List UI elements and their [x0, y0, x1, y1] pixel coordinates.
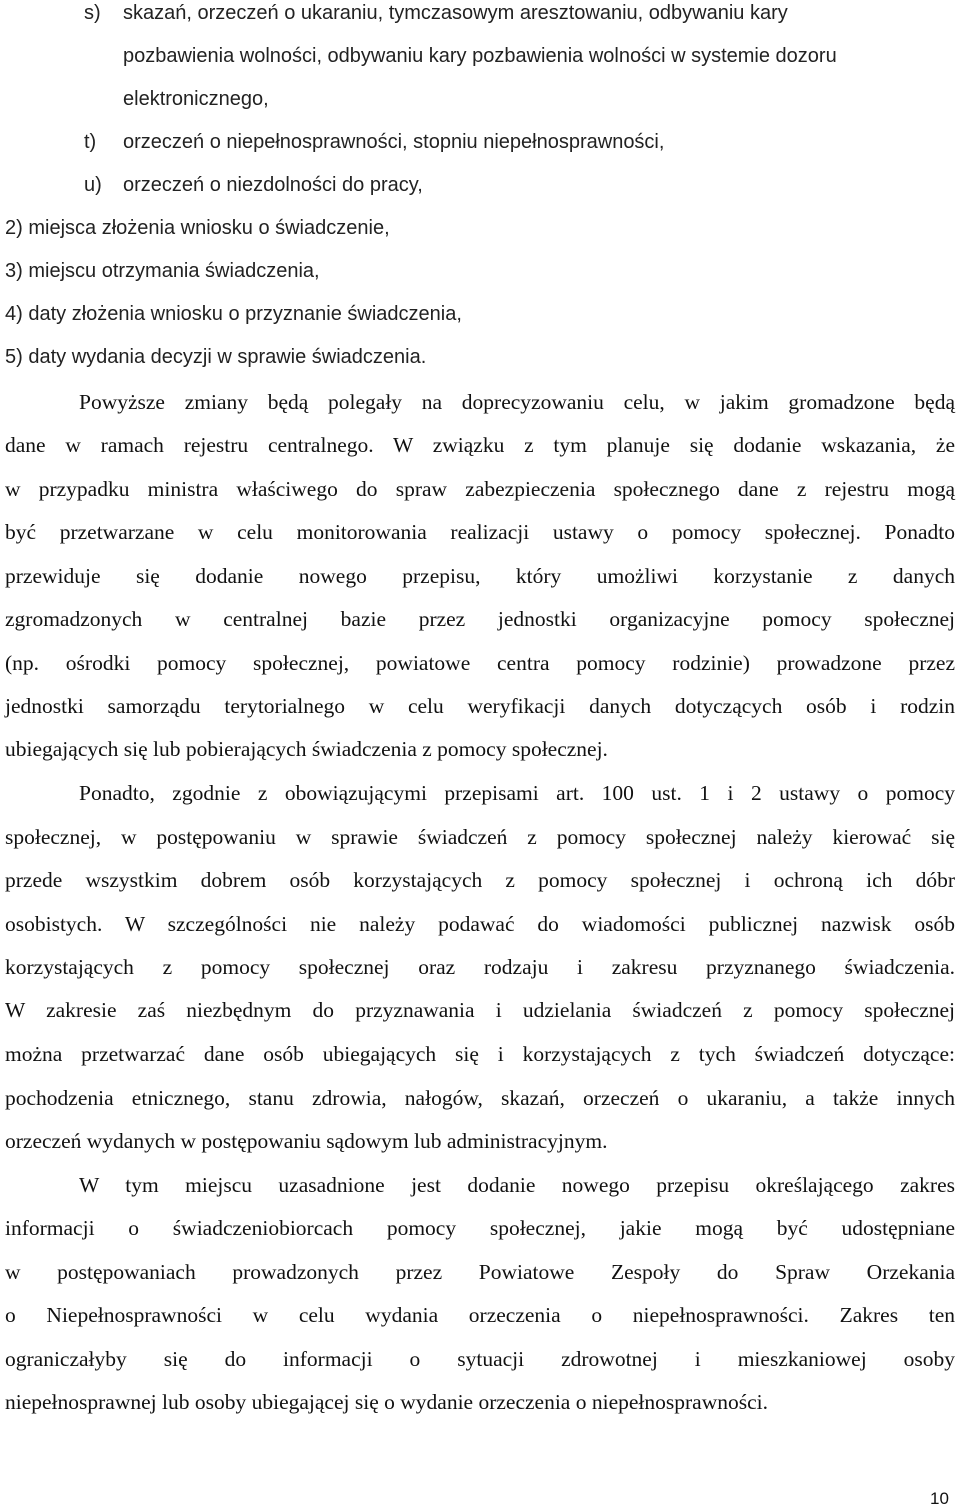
paragraph-1-line: jednostki samorządu terytorialnego w celu weryfikacji danych dotyczących osób i rodzin — [5, 694, 955, 718]
paragraph-2-line: można przetwarzać dane osób ubiegających się i korzystających z tych świadczeń dotyczące: — [5, 1042, 955, 1066]
paragraph-3-line: informacji o świadczeniobiorcach pomocy społecznej, jakie mogą być udostępniane — [5, 1216, 955, 1240]
paragraph-3-line: niepełnosprawnej lub osoby ubiegającej się o wydanie orzeczenia o niepełnosprawności. — [5, 1390, 768, 1414]
paragraph-1-line: przewiduje się dodanie nowego przepisu, który umożliwi korzystanie z danych — [5, 564, 955, 588]
paragraph-1-line: (np. ośrodki pomocy społecznej, powiatowe centra pomocy rodzinie) prowadzone przez — [5, 651, 955, 675]
list-item-s-line: skazań, orzeczeń o ukaraniu, tymczasowym aresztowaniu, odbywaniu kary — [123, 2, 788, 24]
list-item-s-line: pozbawienia wolności, odbywaniu kary pozbawienia wolności w systemie dozoru — [123, 45, 837, 67]
list-item-u-label: u) — [84, 174, 102, 196]
list-item-t-label: t) — [84, 131, 97, 153]
paragraph-1-line: ubiegających się lub pobierających świadczenia z pomocy społecznej. — [5, 737, 608, 761]
paragraph-2-line: społecznej, w postępowaniu w sprawie świadczeń z pomocy społecznej należy kierować się — [5, 825, 955, 849]
paragraph-1-line: zgromadzonych w centralnej bazie przez jednostki organizacyjne pomocy społecznej — [5, 607, 955, 631]
list-item-t-text: orzeczeń o niepełnosprawności, stopniu niepełnosprawności, — [123, 131, 665, 153]
paragraph-2-line: pochodzenia etnicznego, stanu zdrowia, nałogów, skazań, orzeczeń o ukaraniu, a także innych — [5, 1086, 955, 1110]
list-item-s-line: elektronicznego, — [123, 88, 269, 110]
list-item-3: 3) miejscu otrzymania świadczenia, — [5, 260, 320, 282]
paragraph-3-line: W tym miejscu uzasadnione jest dodanie nowego przepisu określającego zakres — [79, 1173, 955, 1197]
paragraph-1-line: w przypadku ministra właściwego do spraw zabezpieczenia społecznego dane z rejestru mogą — [5, 477, 955, 501]
list-item-2: 2) miejsca złożenia wniosku o świadczenie, — [5, 217, 390, 239]
page-number: 10 — [930, 1489, 949, 1508]
paragraph-2-line: W zakresie zaś niezbędnym do przyznawania i udzielania świadczeń z pomocy społecznej — [5, 998, 955, 1022]
paragraph-2-line: korzystających z pomocy społecznej oraz rodzaju i zakresu przyznanego świadczenia. — [5, 955, 955, 979]
list-item-4: 4) daty złożenia wniosku o przyznanie świadczenia, — [5, 303, 462, 325]
list-item-u-text: orzeczeń o niezdolności do pracy, — [123, 174, 423, 196]
list-item-5: 5) daty wydania decyzji w sprawie świadczenia. — [5, 346, 427, 368]
paragraph-2-line: osobistych. W szczególności nie należy podawać do wiadomości publicznej nazwisk osób — [5, 912, 955, 936]
paragraph-3-line: o Niepełnosprawności w celu wydania orzeczenia o niepełnosprawności. Zakres ten — [5, 1303, 955, 1327]
paragraph-3-line: ograniczałyby się do informacji o sytuacji zdrowotnej i mieszkaniowej osoby — [5, 1347, 955, 1371]
paragraph-1-line: Powyższe zmiany będą polegały na doprecyzowaniu celu, w jakim gromadzone będą — [79, 390, 955, 414]
paragraph-2-line: przede wszystkim dobrem osób korzystających z pomocy społecznej i ochroną ich dóbr — [5, 868, 955, 892]
paragraph-2-line: Ponadto, zgodnie z obowiązującymi przepisami art. 100 ust. 1 i 2 ustawy o pomocy — [79, 781, 955, 805]
paragraph-2-line: orzeczeń wydanych w postępowaniu sądowym lub administracyjnym. — [5, 1129, 608, 1153]
list-item-s-label: s) — [84, 2, 101, 24]
paragraph-3-line: w postępowaniach prowadzonych przez Powiatowe Zespoły do Spraw Orzekania — [5, 1260, 955, 1284]
paragraph-1-line: być przetwarzane w celu monitorowania realizacji ustawy o pomocy społecznej. Ponadto — [5, 520, 955, 544]
paragraph-1-line: dane w ramach rejestru centralnego. W związku z tym planuje się dodanie wskazania, że — [5, 433, 955, 457]
